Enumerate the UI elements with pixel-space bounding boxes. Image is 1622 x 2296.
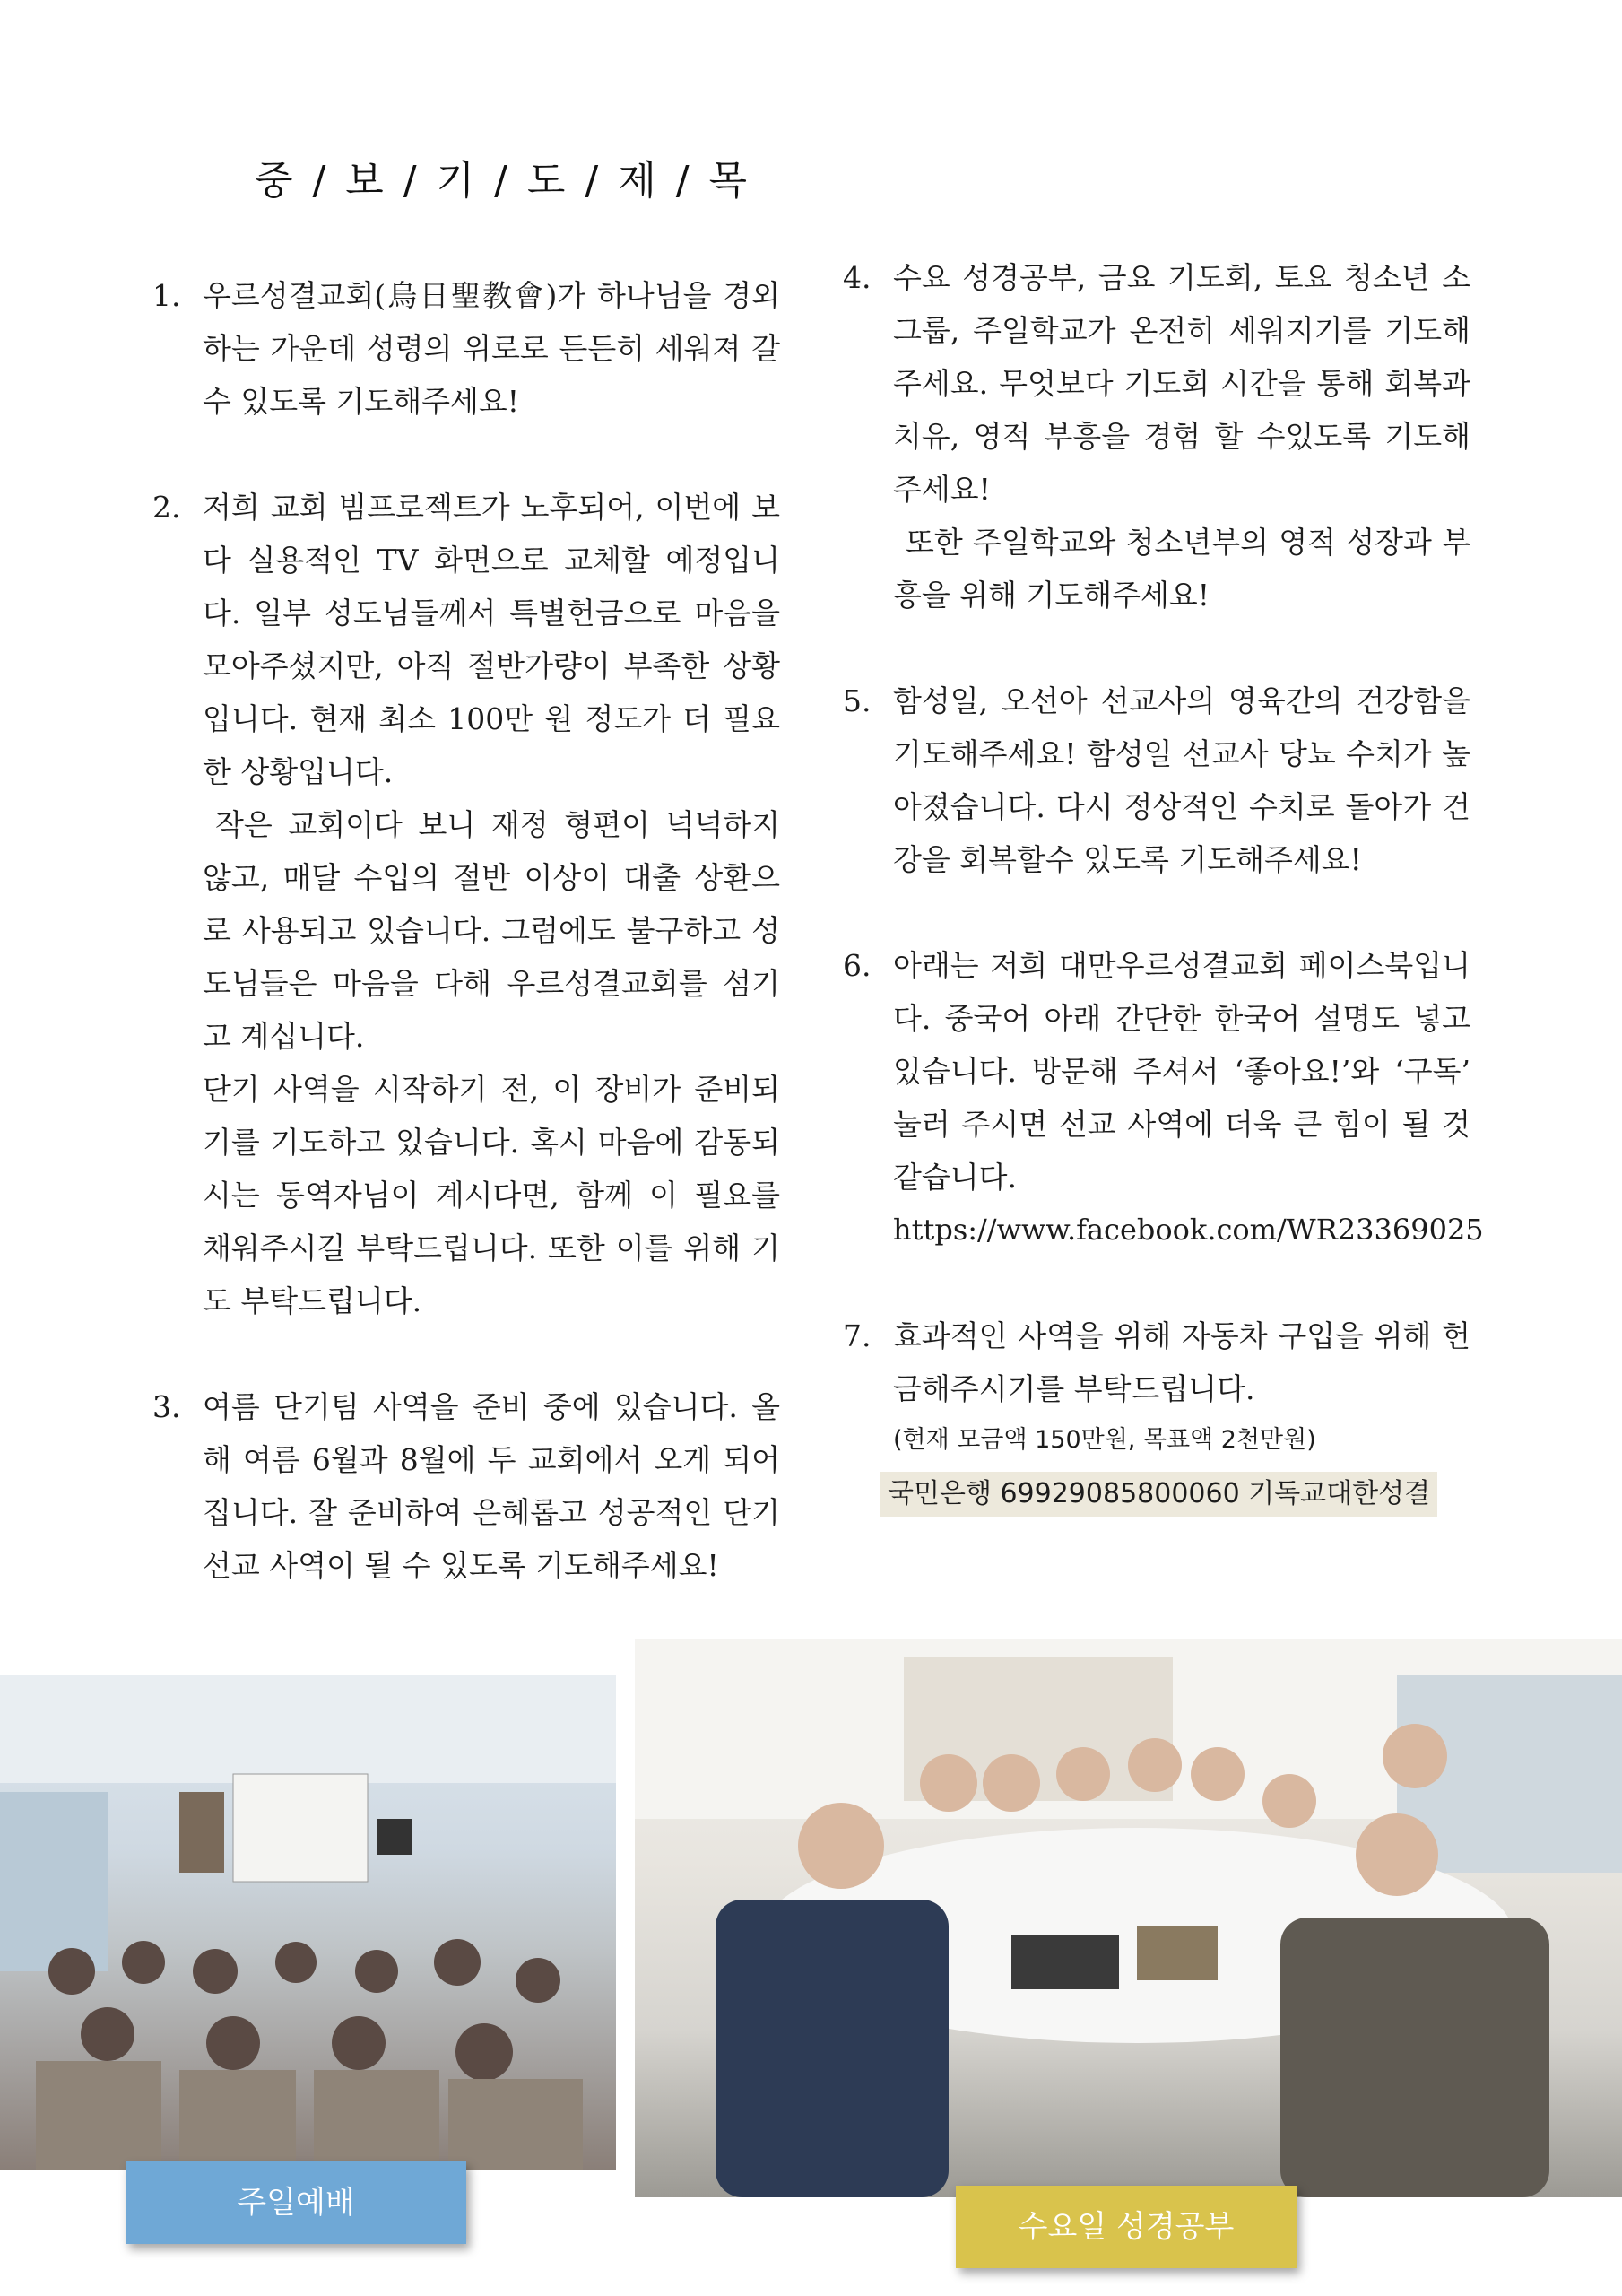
prayer-item-4 <box>843 251 1470 622</box>
item-text: 아래는 저희 대만우르성결교회 페이스북입니다. 중국어 아래 간단한 한국어 설명도 넣고 있습니다. 방문해 주셔서 ‘좋아요!’와 ‘구독’ 눌러 주시면 선교 사역에 더욱 큰 힘이 될 것 같습니다. <box>893 948 1470 1195</box>
prayer-item-2 <box>152 481 780 1327</box>
bible-study-caption: 수요일 성경공부 <box>956 2186 1297 2268</box>
right-column <box>843 251 1484 1571</box>
prayer-item-5 <box>843 674 1470 886</box>
bible-study-photo <box>635 1639 1622 2197</box>
item-number: 3. <box>152 1389 181 1424</box>
page-title: 중 / 보 / 기 / 도 / 제 / 목 <box>255 158 751 204</box>
left-column <box>152 269 780 1645</box>
item-text: 저희 교회 빔프로젝트가 노후되어, 이번에 보다 실용적인 TV 화면으로 교체할 예정입니다. 일부 성도님들께서 특별헌금으로 마음을 모아주셨지만, 아직 절반가량이 부족한 상황입니다. 현재 최소 100만 원 정도가 더 필요한 상황입니다. <box>203 490 780 789</box>
item-number: 1. <box>152 278 181 313</box>
item-text: 우르성결교회(烏日聖教會)가 하나님을 경외하는 가운데 성령의 위로로 든든히 세워져 갈 수 있도록 기도해주세요! <box>203 278 780 419</box>
item-number: 2. <box>152 490 181 525</box>
sunday-service-caption: 주일예배 <box>126 2161 466 2244</box>
prayer-item-7 <box>843 1309 1470 1518</box>
bank-account: 국민은행 69929085800060 기독교대한성결 <box>880 1472 1437 1517</box>
prayer-item-1 <box>152 269 780 428</box>
item-number: 5. <box>843 683 872 718</box>
item-number: 4. <box>843 260 872 295</box>
item-text: 함성일, 오선아 선교사의 영육간의 건강함을 기도해주세요! 함성일 선교사 당뇨 수치가 높아졌습니다. 다시 정상적인 수치로 돌아가 건강을 회복할수 있도록 기도해주세요! <box>893 683 1470 877</box>
sunday-service-photo <box>0 1675 616 2170</box>
item-text: 수요 성경공부, 금요 기도회, 토요 청소년 소그룹, 주일학교가 온전히 세워지기를 기도해주세요. 무엇보다 기도회 시간을 통해 회복과 치유, 영적 부흥을 경험 할 수있도록 기도해주세요! <box>893 260 1470 507</box>
item-text: 또한 주일학교와 청소년부의 영적 성장과 부흥을 위해 기도해주세요! <box>893 525 1470 613</box>
fundraising-note: (현재 모금액 150만원, 목표액 2천만원) <box>893 1426 1316 1454</box>
prayer-item-6 <box>843 939 1484 1257</box>
item-text: 효과적인 사역을 위해 자동차 구입을 위해 헌금해주시기를 부탁드립니다. <box>893 1318 1470 1406</box>
item-number: 7. <box>843 1318 872 1353</box>
facebook-link[interactable]: https://www.facebook.com/WR23369025 <box>893 1213 1484 1247</box>
item-text: 단기 사역을 시작하기 전, 이 장비가 준비되기를 기도하고 있습니다. 혹시 마음에 감동되시는 동역자님이 계시다면, 함께 이 필요를 채워주시길 부탁드립니다. 또한 이를 위해 기도 부탁드립니다. <box>203 1072 780 1318</box>
item-text: 여름 단기팀 사역을 준비 중에 있습니다. 올해 여름 6월과 8월에 두 교회에서 오게 되어 집니다. 잘 준비하여 은혜롭고 성공적인 단기 선교 사역이 될 수 있도록 기도해주세요! <box>203 1389 780 1583</box>
item-number: 6. <box>843 948 872 983</box>
item-text: 작은 교회이다 보니 재정 형편이 넉넉하지 않고, 매달 수입의 절반 이상이 대출 상환으로 사용되고 있습니다. 그럼에도 불구하고 성도님들은 마음을 다해 우르성결교회를 섬기고 계십니다. <box>203 807 780 1054</box>
prayer-item-3 <box>152 1380 780 1592</box>
